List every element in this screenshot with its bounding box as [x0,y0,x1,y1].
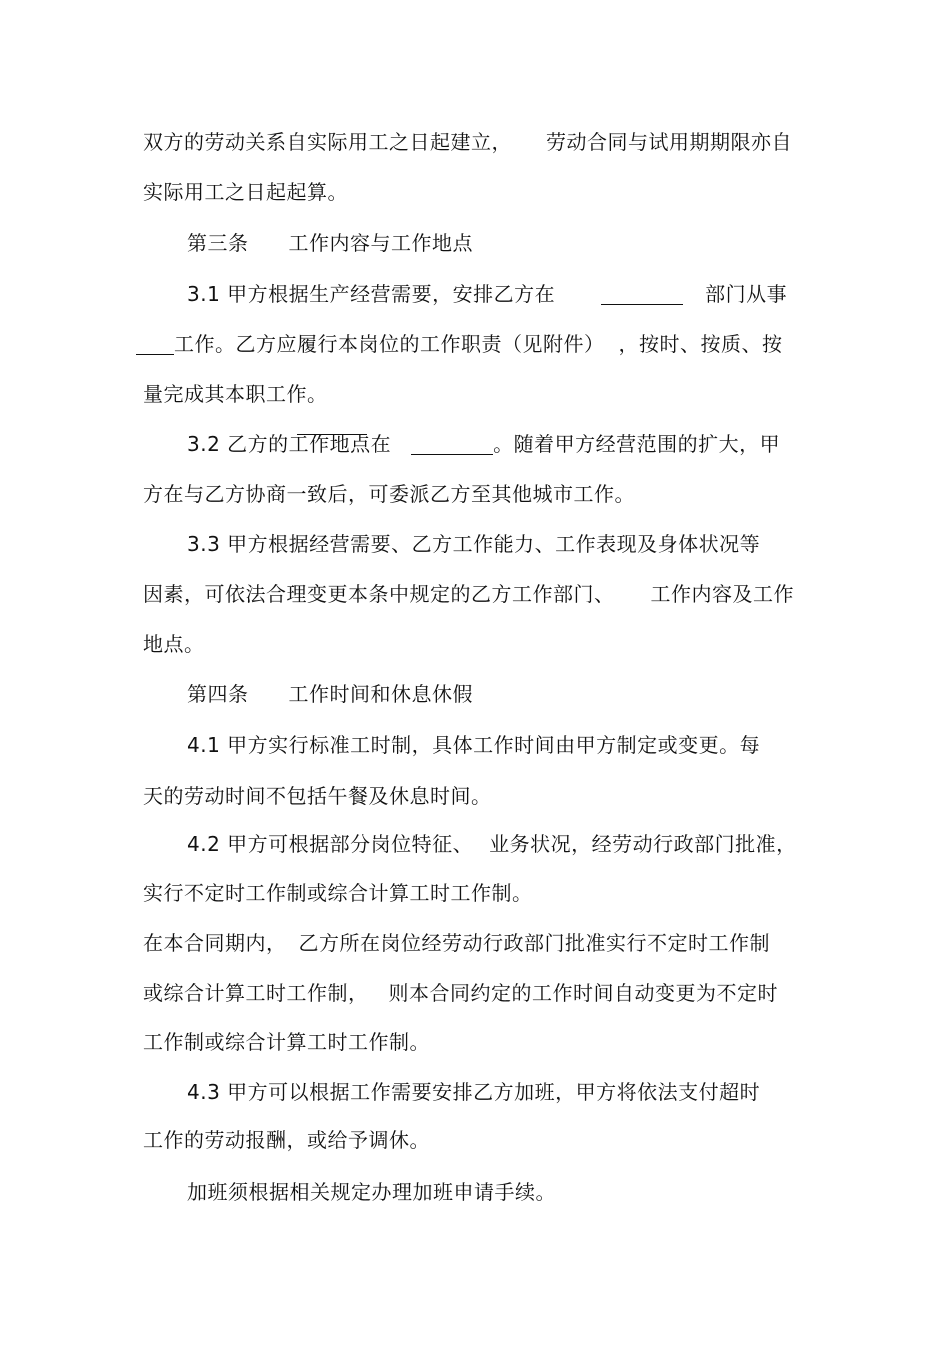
text-span: 4.2 甲方可根据部分岗位特征、 [187,832,474,856]
text-line [187,830,797,858]
text-span: 工作的劳动报酬，或给予调休。 [143,1128,430,1152]
text-line [143,178,348,206]
text-span: 地点。 [143,632,205,656]
text-span: 实际用工之日起起算。 [143,180,348,204]
text-line [187,1078,760,1106]
text-line [143,580,794,608]
text-span: 在本合同期内， [143,931,287,955]
fill-in-blank [601,284,683,305]
fill-in-blank [136,334,174,355]
article-title: 工作内容与工作地点 [288,231,473,255]
text-span: 因素，可依法合理变更本条中规定的乙方工作部门、 [143,582,615,606]
text-span: 实行不定时工作制或综合计算工时工作制。 [143,881,533,905]
text-span: 天的劳动时间不包括午餐及休息时间。 [143,784,492,808]
text-line [187,430,780,458]
text-line [136,330,783,358]
text-line [143,979,778,1007]
text-span: 劳动合同与试用期期限亦自 [546,130,792,154]
text-span: 乙方所在岗位经劳动行政部门批准实行不定时工作制 [298,931,770,955]
text-line [143,929,770,957]
text-line [143,630,205,658]
text-line [143,380,328,408]
text-span: 部门从事 [705,282,788,306]
text-line [143,480,635,508]
text-span: 加班须根据相关规定办理加班申请手续。 [187,1180,556,1204]
text-span: 业务状况，经劳动行政部门批准， [489,832,797,856]
text-span: 或综合计算工时工作制， [143,981,369,1005]
text-line [187,280,787,308]
text-line [187,731,760,759]
text-span: 量完成其本职工作。 [143,382,328,406]
fill-in-blank [411,434,493,455]
text-span: 双方的劳动关系自实际用工之日起建立， [143,130,512,154]
text-line [187,530,760,558]
struck-text: 工作地点 [288,432,371,456]
text-span: 方在与乙方协商一致后，可委派乙方至其他城市工作。 [143,482,635,506]
text-line [187,1178,556,1206]
text-line [143,879,533,907]
text-line [143,1126,430,1154]
text-span: ，按时、按质、按 [618,332,783,356]
text-line [143,782,492,810]
article-heading-4 [187,680,473,708]
text-span: 工作制或综合计算工时工作制。 [143,1030,430,1054]
article-title: 工作时间和休息休假 [288,682,473,706]
text-span: 3.1 甲方根据生产经营需要，安排乙方在 [187,282,556,306]
text-line [143,1028,430,1056]
text-span: 3.3 甲方根据经营需要、乙方工作能力、工作表现及身体状况等 [187,532,761,556]
text-line [143,128,792,156]
text-span: 则本合同约定的工作时间自动变更为不定时 [388,981,778,1005]
text-span: 工作内容及工作 [650,582,794,606]
text-span: 4.1 甲方实行标准工时制，具体工作时间由甲方制定或变更。每 [187,733,761,757]
article-number: 第三条 [187,231,249,255]
article-heading-3 [187,229,473,257]
text-span: 4.3 甲方可以根据工作需要安排乙方加班，甲方将依法支付超时 [187,1080,761,1104]
article-number: 第四条 [187,682,249,706]
text-span: 在 [370,432,392,456]
text-span: 3.2 乙方的 [187,432,289,456]
text-span: 。随着甲方经营范围的扩大，甲 [493,432,781,456]
text-span: 工作。乙方应履行本岗位的工作职责（见附件） [174,332,605,356]
